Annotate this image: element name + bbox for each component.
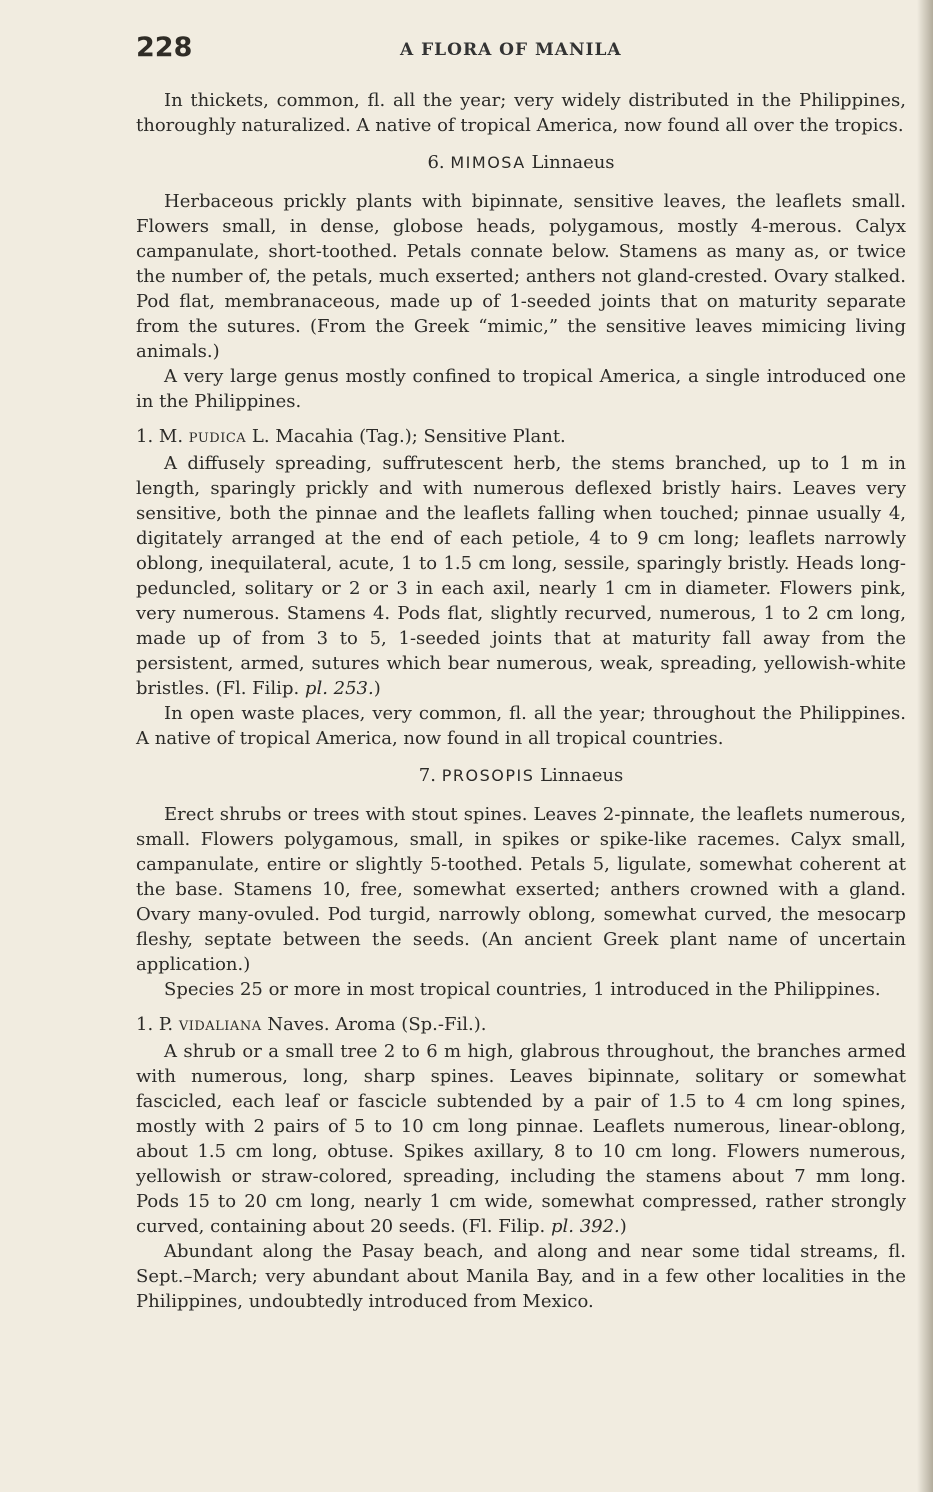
genus-author: Linnaeus [540, 765, 624, 786]
genus-heading-mimosa [136, 150, 906, 175]
species-number: 1. M. [136, 426, 184, 447]
page-edge-shadow [917, 0, 933, 1492]
genus-name: PROSOPIS [441, 766, 535, 785]
species-ref-plate: pl. 392. [550, 1216, 620, 1237]
species-ref-open: (Fl. Filip. [461, 1216, 546, 1237]
species-heading [136, 424, 906, 451]
species-description [136, 1039, 906, 1239]
species-epithet: PUDICA [188, 431, 247, 446]
species-ref-plate: pl. 253. [304, 678, 374, 699]
species-ref-close: ) [619, 1216, 627, 1237]
page-number: 228 [136, 32, 193, 63]
species-ref-open: (Fl. Filip. [215, 678, 300, 699]
species-heading [136, 1012, 906, 1039]
genus-author: Linnaeus [531, 152, 615, 173]
genus-name: MIMOSA [450, 153, 526, 172]
species-description [136, 451, 906, 701]
species-description-text: A shrub or a small tree 2 to 6 m high, glabrous throughout, the branches armed with numerous, long, sharp spines. Leaves bipinnate, solitary or somewhat fascicled, each leaf or fascicle subtended by a pair of 1.5 to 4 cm long spines, mostly with 2 pairs of 5 to 10 cm long pinnae. Leaflets numerous, linear-oblong, about 1.5 cm long, obtuse. Spikes axillary, 8 to 10 cm long. Flowers numerous, yellowish or straw-colored, spreading, including the stamens about 7 mm long. Pods 15 to 20 cm long, nearly 1 cm wide, somewhat compressed, rather strongly curved, containing about 20 seeds. [136, 1041, 906, 1237]
genus-description: Herbaceous prickly plants with bipinnate, sensitive leaves, the leaflets small. Flowers small, in dense, globose heads, polygamous, mostly 4-merous. Calyx campanulate, short-toothed. Petals connate below. Stamens as many as, or twice the number of, the petals, much exserted; anthers not gland-crested. Ovary stalked. Pod flat, membranaceous, made up of 1-seeded joints that on maturity separate from the sutures. (From the Greek “mimic,” the sensitive leaves mimicing living animals.) [136, 191, 906, 362]
species-authority: L. [251, 426, 270, 447]
genus-number: 7. [418, 765, 436, 786]
genus-distribution: Species 25 or more in most tropical countries, 1 introduced in the Philippines. [164, 979, 881, 1000]
species-epithet: VIDALIANA [178, 1019, 262, 1034]
genus-distribution: A very large genus mostly confined to tropical America, a single introduced one in the Philippines. [136, 366, 906, 412]
genus-heading-prosopis [136, 763, 906, 788]
species-ref-close: ) [373, 678, 381, 699]
intro-paragraph: In thickets, common, fl. all the year; very widely distributed in the Philippines, thoroughly naturalized. A native of tropical America, now found all over the tropics. [136, 90, 906, 136]
species-habitat: Abundant along the Pasay beach, and along and near some tidal streams, fl. Sept.–March; very abundant about Manila Bay, and in a few other localities in the Philippines, undoubtedly introduced from Mexico. [136, 1241, 906, 1312]
running-head: A FLORA OF MANILA [400, 40, 622, 60]
genus-description: Erect shrubs or trees with stout spines. Leaves 2-pinnate, the leaflets numerous, small. Flowers polygamous, small, in spikes or spike-like racemes. Calyx small, campanulate, entire or slightly 5-toothed. Petals 5, ligulate, somewhat coherent at the base. Stamens 10, free, somewhat exserted; anthers crowned with a gland. Ovary many-ovuled. Pod turgid, narrowly oblong, somewhat curved, the mesocarp fleshy, septate between the seeds. (An ancient Greek plant name of uncertain application.) [136, 804, 906, 975]
species-number: 1. P. [136, 1014, 174, 1035]
page-header [136, 30, 908, 70]
species-description-text: A diffusely spreading, suffrutescent herb, the stems branched, up to 1 m in length, sparingly prickly and with numerous deflexed bristly hairs. Leaves very sensitive, both the pinnae and the leaflets falling when touched; pinnae usually 4, digitately arranged at the end of each petiole, 4 to 9 cm long; leaflets narrowly oblong, inequilateral, acute, 1 to 1.5 cm long, sessile, sparingly bristly. Heads long-peduncled, solitary or 2 or 3 in each axil, nearly 1 cm in diameter. Flowers pink, very numerous. Stamens 4. Pods flat, slightly recurved, numerous, 1 to 2 cm long, made up of from 3 to 5, 1-seeded joints that at maturity fall away from the persistent, armed, sutures which bear numerous, weak, spreading, yellowish-white bristles. [136, 453, 906, 699]
page-body [136, 88, 906, 1314]
species-habitat: In open waste places, very common, fl. all the year; throughout the Philippines. A native of tropical America, now found in all tropical countries. [136, 703, 906, 749]
species-common-names: Aroma (Sp.-Fil.). [335, 1014, 487, 1035]
genus-number: 6. [427, 152, 445, 173]
species-common-names: Macahia (Tag.); Sensitive Plant. [275, 426, 566, 447]
species-authority: Naves. [267, 1014, 330, 1035]
